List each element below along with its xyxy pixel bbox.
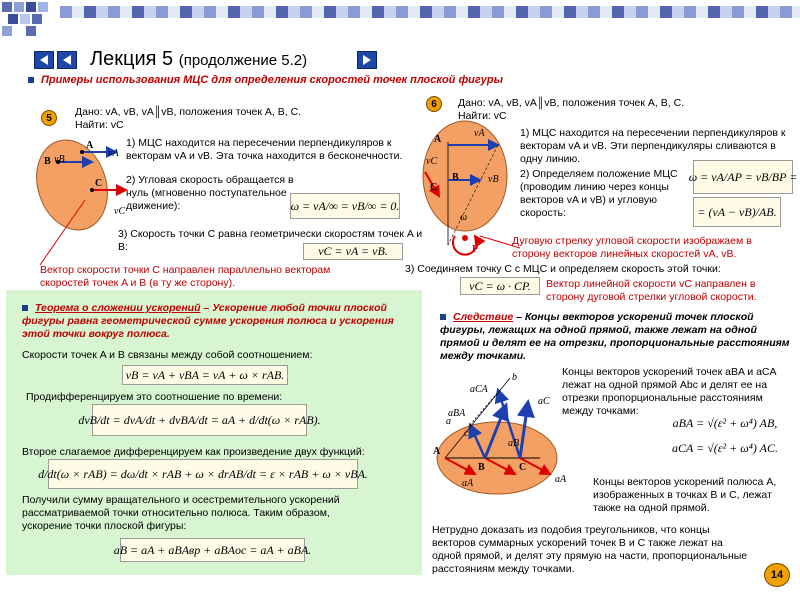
title-main: Лекция 5 bbox=[90, 48, 174, 70]
corollary-ends-text: Концы векторов ускорений точек aBA и aCA лежат на одной прямой Abc и делят ее на отрезки пропорциональные расстояниям между точками: bbox=[562, 366, 776, 417]
example5-step1: 1) МЦС находится на пересечении перпендикуляров к векторам vA и vB. Эта точка находится в бесконечности. bbox=[126, 137, 403, 162]
example6-formula-vc: vC = ω · CP. bbox=[460, 277, 540, 295]
corollary-ends-text2: Концы векторов ускорений полюса A, изображенных в точках B и C, лежат также на одной прямой. bbox=[593, 476, 777, 514]
example5-step3: 3) Скорость точки C равна геометрически скоростям точек A и B: bbox=[118, 228, 423, 253]
example5-find: Найти: vC bbox=[75, 119, 124, 131]
slide: Лекция 5 (продолжение 5.2) Примеры использования МЦС для определения скоростей точек плоской фигуры 5 Дано: vA, vB, vA║vB, положения точек A, B, C. Найти: vC B vB A vA C vC 1) МЦС находится на пересечении перпендикуляров к векторам vA и vB. Эта точка находится в бесконечности. 2) Угловая скорость обращается в нуль (мгновенно поступательное движение): ω = vA/∞ = vB/∞ = 0. 3) Скорость точки C равна геометрически скоростям точек A и B: vC = vA = vB. Вектор скорости точки C направлен параллельно векторам скоростей точек A и B (в ту же сторону). 6 Дано: vA, vB, vA║vB, положения точек A, B, C. Найти: vC A vA B vB C vC ω P 1) МЦС находится на пересечении перпендикуляров к векторам vA и vB. Эти перпендикуляры сливаются в одну линию. 2) Определяем положение МЦС (проводим линию через концы векторов vA и vB) и угловую скорость: ω = vA/AP = vB/BP = = (vA − vB)/AB. Дуговую стрелку угловой скорости изображаем в сторону векторов линейных скоростей vA, vB. 3) Соединяем точку C с МЦС и определяем скорость этой точки: vC = ω · CP. Вектор линейной скорости vC направлен в сторону дуговой стрелки угловой скорости. Теорема о сложении ускорений – Ускорение любой точки плоской фигуры равна геометрической сумме ускорения полюса и ускорения этой точки вокруг полюса. Скорости точек A и B связаны между собой соотношением: vB = vA + vBA = vA + ω × rAB. Продифференцируем это соотношение по времени: dvB/dt = dvA/dt + dvBA/dt = aA + d/dt(ω × rAB). Второе слагаемое дифференцируем как произведение двух функций: d/dt(ω × rAB) = dω/dt × rAB + ω × drAB/dt = ε × rAB + ω × vBA. Получили сумму вращательного и осестремительного ускорений рассматриваемой точки относительно полюса. Таким образом, ускорение точки плоской фигуры: aB = aA + aBAвр + aBAос = aA + aBA. Следствие – Концы векторов ускорений точек плоской фигуры, лежащих на одной прямой, также лежат на одной прямой и делят ее на отрезки, пропорциональные расстояниям между точками. A B C b c a aBA aCA aB aC aA aA Концы векторов ускорений точек aBA и aCA лежат на одной прямой Abc и делят ее на отрезки пропорциональные расстояниям между точками: aBA = √(ε² + ω⁴) AB, aCA = √(ε² + ω⁴) AC. Концы векторов ускорений полюса A, изображенных в точках B и C, лежат также на одной прямой. Нетрудно доказать из подобия треугольников, что концы векторов суммарных ускорений точек B и C также лежат на одной прямой, и делят эту прямую на части, пропорциональные расстояниям между точками. 14 bbox=[0, 0, 800, 600]
example5-formula-vc: vC = vA = vB. bbox=[303, 243, 403, 260]
example6-find: Найти: vC bbox=[458, 110, 507, 122]
theorem-formula2: dvB/dt = dvA/dt + dvBA/dt = aA + d/dt(ω × rAB). bbox=[92, 404, 307, 436]
example6-formula-omega-b: = (vA − vB)/AB. bbox=[693, 197, 781, 227]
theorem-formula1: vB = vA + vBA = vA + ω × rAB. bbox=[122, 365, 288, 385]
corollary-formula-aCA: aCA = √(ε² + ω⁴) AC. bbox=[665, 438, 785, 458]
example6-vc-note: Вектор линейной скорости vC направлен в сторону дуговой стрелки угловой скорости. bbox=[546, 278, 757, 303]
corollary-heading: Следствие – Концы векторов ускорений точек плоской фигуры, лежащих на одной прямой, также лежат на одной прямой и делят ее на отрезки, пропорциональные расстояниям между точками. bbox=[440, 311, 790, 362]
example6-formula-omega-a: ω = vA/AP = vB/BP = bbox=[693, 160, 793, 194]
example5-note: Вектор скорости точки C направлен параллельно векторам скоростей точек A и B (в ту же сторону). bbox=[40, 264, 331, 289]
example6-step1: 1) МЦС находится на пересечении перпендикуляров к векторам vA и vB. Эти перпендикуляры сливаются в одну линию. bbox=[520, 127, 786, 165]
example5-given: Дано: vA, vB, vA║vB, положения точек A, B, C. bbox=[75, 106, 302, 118]
theorem-formula3: d/dt(ω × rAB) = dω/dt × rAB + ω × drAB/dt = ε × rAB + ω × vBA. bbox=[48, 459, 358, 489]
theorem-line4: Получили сумму вращательного и осестремительного ускорений рассматриваемой точки относительно полюса. Таким образом, ускорение точки плоской фигуры: bbox=[22, 494, 340, 532]
example5-step2: 2) Угловая скорость обращается в нуль (мгновенно поступательное движение): bbox=[126, 174, 294, 212]
theorem-line1: Скорости точек A и B связаны между собой соотношением: bbox=[22, 349, 313, 361]
page-number: 14 bbox=[764, 563, 790, 587]
corollary-formula-aBA: aBA = √(ε² + ω⁴) AB, bbox=[665, 413, 785, 433]
theorem-line3: Второе слагаемое дифференцируем как произведение двух функций: bbox=[22, 446, 365, 458]
example6-badge: 6 bbox=[426, 96, 442, 112]
example6-step3: 3) Соединяем точку C с МЦС и определяем скорость этой точки: bbox=[405, 263, 721, 275]
example6-step2: 2) Определяем положение МЦС (проводим линию через концы векторов vA и vB) и угловую скорость: bbox=[520, 168, 678, 219]
title-sub: (продолжение 5.2) bbox=[178, 52, 308, 69]
example5-formula-omega: ω = vA/∞ = vB/∞ = 0. bbox=[290, 193, 400, 219]
example5-badge: 5 bbox=[41, 110, 57, 126]
example6-arc-note: Дуговую стрелку угловой скорости изображаем в сторону векторов линейных скоростей vA, vB. bbox=[512, 235, 752, 260]
example6-given: Дано: vA, vB, vA║vB, положения точек A, B, C. bbox=[458, 97, 685, 109]
theorem-line2: Продифференцируем это соотношение по времени: bbox=[26, 391, 283, 403]
section-title: Примеры использования МЦС для определения скоростей точек плоской фигуры bbox=[28, 74, 503, 87]
theorem-heading: Теорема о сложении ускорений – Ускорение любой точки плоской фигуры равна геометрической сумме ускорения полюса и ускорения этой точки вокруг полюса. bbox=[22, 302, 394, 340]
corollary-final-text: Нетрудно доказать из подобия треугольников, что концы векторов суммарных ускорений точек B и C также лежат на одной прямой, и делят эту прямую на части, пропорциональные расстояниям между точками. bbox=[432, 524, 748, 575]
theorem-formula4: aB = aA + aBAвр + aBAос = aA + aBA. bbox=[120, 538, 305, 562]
